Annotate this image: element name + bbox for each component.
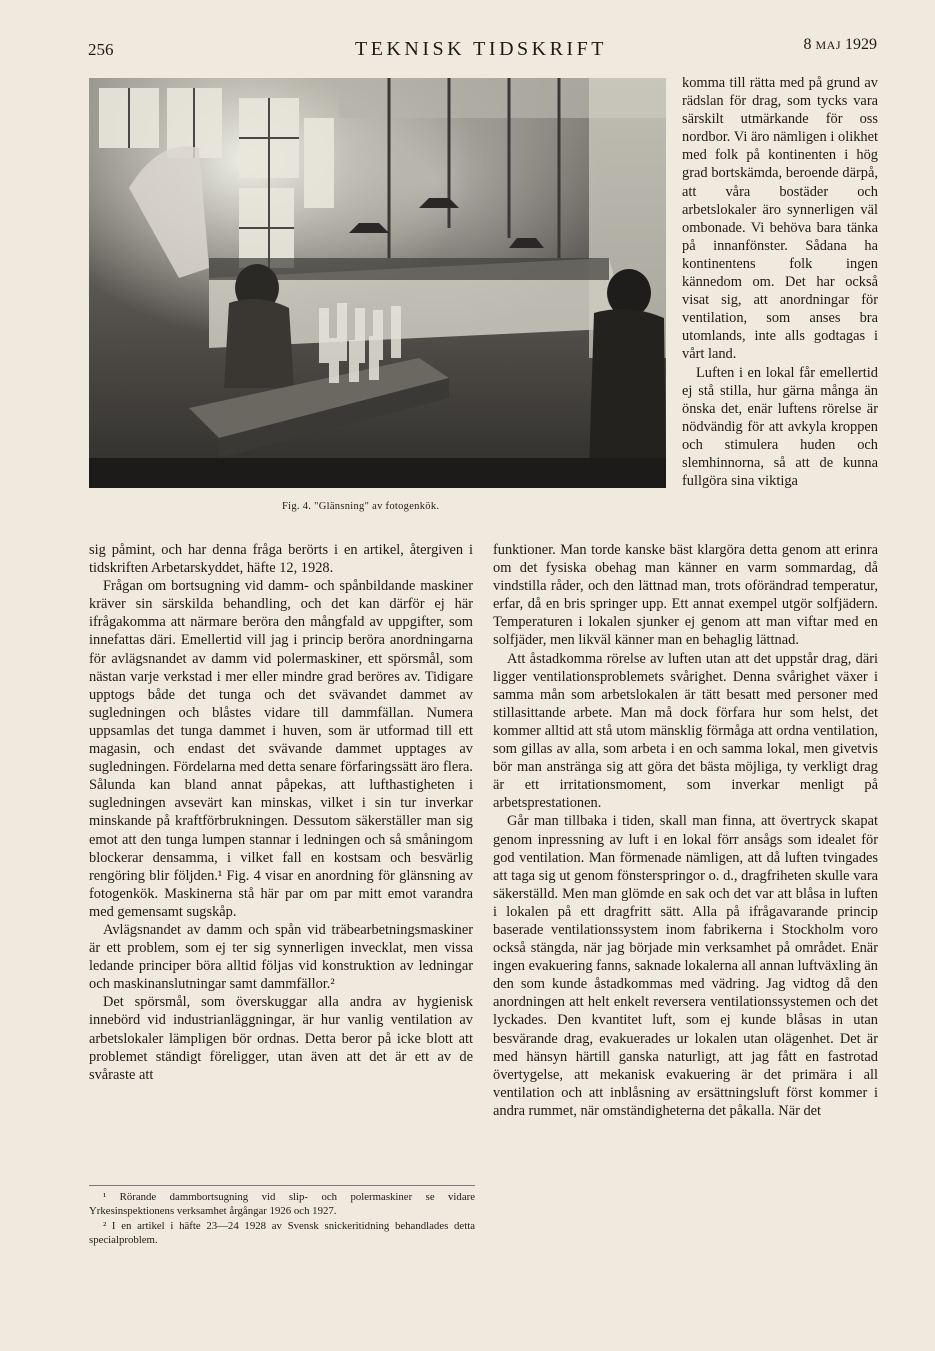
factory-photograph	[89, 78, 666, 488]
page-number: 256	[88, 40, 114, 59]
right-column	[493, 541, 878, 1120]
footnote: ² I en artikel i häfte 23—24 1928 av Svensk snickeritidning behandlades detta specialproblem.	[89, 1220, 475, 1246]
paragraph: Luften i en lokal får emellertid ej stå stilla, hur gärna många än önska det, enär luftens rörelse är nödvändig för att avkyla kroppen och stimulera huden och slemhinnorna, så att de kunna fullgöra sina viktiga	[682, 364, 878, 490]
issue-month: MAJ	[815, 38, 841, 52]
paragraph: Att åstadkomma rörelse av luften utan att det uppstår drag, däri ligger ventilationsproblemets svårighet. Denna svårighet växer i samma mån som arbetslokalen är tätt besatt med personer med stillasittande arbete. Man må dock förfara hur som helst, det kommer alltid att stå utom mänsklig förmåga att ordna ventilation, som gillas av alla, som arbeta i en och samma lokal, men givetvis bör man anstränga sig att göra det bästa möjliga, ty verkligt drag är ett irritationsmoment, som inverkar menligt på arbetsprestationen.	[493, 650, 878, 812]
paragraph: komma till rätta med på grund av rädslan för drag, som tycks vara särskilt utmärkande för oss nordbor. Vi äro nämligen i olikhet med folk på kontinenten i hög grad bortskämda, beroende därpå, att våra bostäder och arbetslokaler äro synnerligen väl ombonade. Vi behöva bara tänka på innanfönster. Sådana ha kontinentens folk ingen kännedom om. Det har också visat sig, att anordningar för ventilation, som anses bra utomlands, inte alls godtagas i vårt land.	[682, 75, 878, 363]
right-top-column	[682, 74, 878, 490]
footnote: ¹ Rörande dammbortsugning vid slip- och polermaskiner se vidare Yrkesinspektionens verksamhet årgångar 1926 och 1927.	[89, 1191, 475, 1217]
journal-title: TEKNISK TIDSKRIFT	[355, 38, 607, 60]
paragraph: Det spörsmål, som överskuggar alla andra av hygienisk innebörd vid industrianläggningar, är hur vanlig ventilation av arbetslokaler lämpligen bör ordnas. Detta beror på icke blott att problemet ständigt föreligger, utan även att det är ett av de svåraste att	[89, 994, 473, 1083]
footnotes	[89, 1185, 475, 1248]
paragraph: funktioner. Man torde kanske bäst klargöra detta genom att erinra om det fysiska obehag man känner en varm sommardag, då vindstilla råder, och den lättnad man, trots oförändrad temperatur, erfar, då en bris springer upp. Ett annat exempel utgör solfjädern. Temperaturen i lokalen sjunker ej genom att man viftar med en solfjäder, men likväl känner man en behaglig lättnad.	[493, 542, 878, 649]
left-column	[89, 541, 473, 1084]
issue-year: 1929	[845, 36, 877, 53]
paragraph: Går man tillbaka i tiden, skall man finna, att övertryck skapat genom inpressning av luft i en lokal förr ansågs som idealet för god ventilation. Man förmenade nämligen, att då luften tvingades att taga sig ut genom fönsterspringor o. d., dragfriheten skulle vara säkerställd. Men man glömde en sak och det var att blåsa in luften i lokalen på ett dragfritt sätt. Alla på ifrågavarande princip baserade ventilationssystem inom fabrikerna i Stockholm voro också stängda, när jag började min verksamhet på området. Enär ingen evakuering fanns, saknade lokalerna all annan luftväxling än den som kunde åstadkommas med vädring. Jag vidtog då den anordningen att helt enkelt reversera ventilationssystemen och det lyckades. Den kvantitet luft, som ej kunde blåsas in utan besvärande drag, evakuerades ur lokalen utan olägenhet. Det är med hänsyn härtill ganska naturligt, att jag fått en fastrotad övertygelse, att mekanisk evakuering är det primära i all ventilation och att inblåsning av ersättningsluft först kommer i andra rummet, när omständigheterna det påkalla. När det	[493, 813, 878, 1119]
paragraph: Avlägsnandet av damm och spån vid träbearbetningsmaskiner är ett problem, som ej ter sig synnerligen invecklat, men vissa ledande principer böra alltid följas vid konstruktion av ledningar och maskinanslutningar samt dammfällor.²	[89, 921, 473, 993]
issue-day: 8	[803, 36, 812, 53]
issue-date	[803, 36, 877, 54]
paragraph: Frågan om bortsugning vid damm- och spånbildande maskiner kräver sin särskilda behandling, och det kan därför ej här ifrågakomma att närmare beröra den mångfald av uppgifter, som innefattas däri. Emellertid vill jag i princip beröra anordningarna för avlägsnandet av damm vid polermaskiner, ett spörsmål, som nästan varje verkstad i mer eller mindre grad beröres av. Tidigare upptogs både det tunga och det svävandet dammet av sugledningen och blåstes vidare till dammfällan. Numera uppsamlas det tunga dammet i huven, som är utformad till ett magasin, och endast det svävande dammet upptages av sugledningen. Fördelarna med detta senare förfaringssätt äro flera. Sålunda kan bland annat påpekas, att lufthastigheten i sugledningen avsevärt kan minskas, vilket i sin tur inverkar minskande på kraftförbrukningen. Dessutom säkerställer man sig emot att den tunga lumpen stannar i ledningen och så småningom blockerar densamma, i vilket fall en kostsam och besvärlig rengöring blir följden.¹ Fig. 4 visar en anordning för glänsning av fotogenkök. Maskinerna stå här par om par mitt emot varandra med gemensamt sugskåp.	[89, 578, 473, 920]
figure-caption: Fig. 4. "Glänsning" av fotogenkök.	[282, 501, 440, 512]
paragraph: sig påmint, och har denna fråga berörts i en artikel, återgiven i tidskriften Arbetarskyddet, häfte 12, 1928.	[89, 542, 473, 577]
